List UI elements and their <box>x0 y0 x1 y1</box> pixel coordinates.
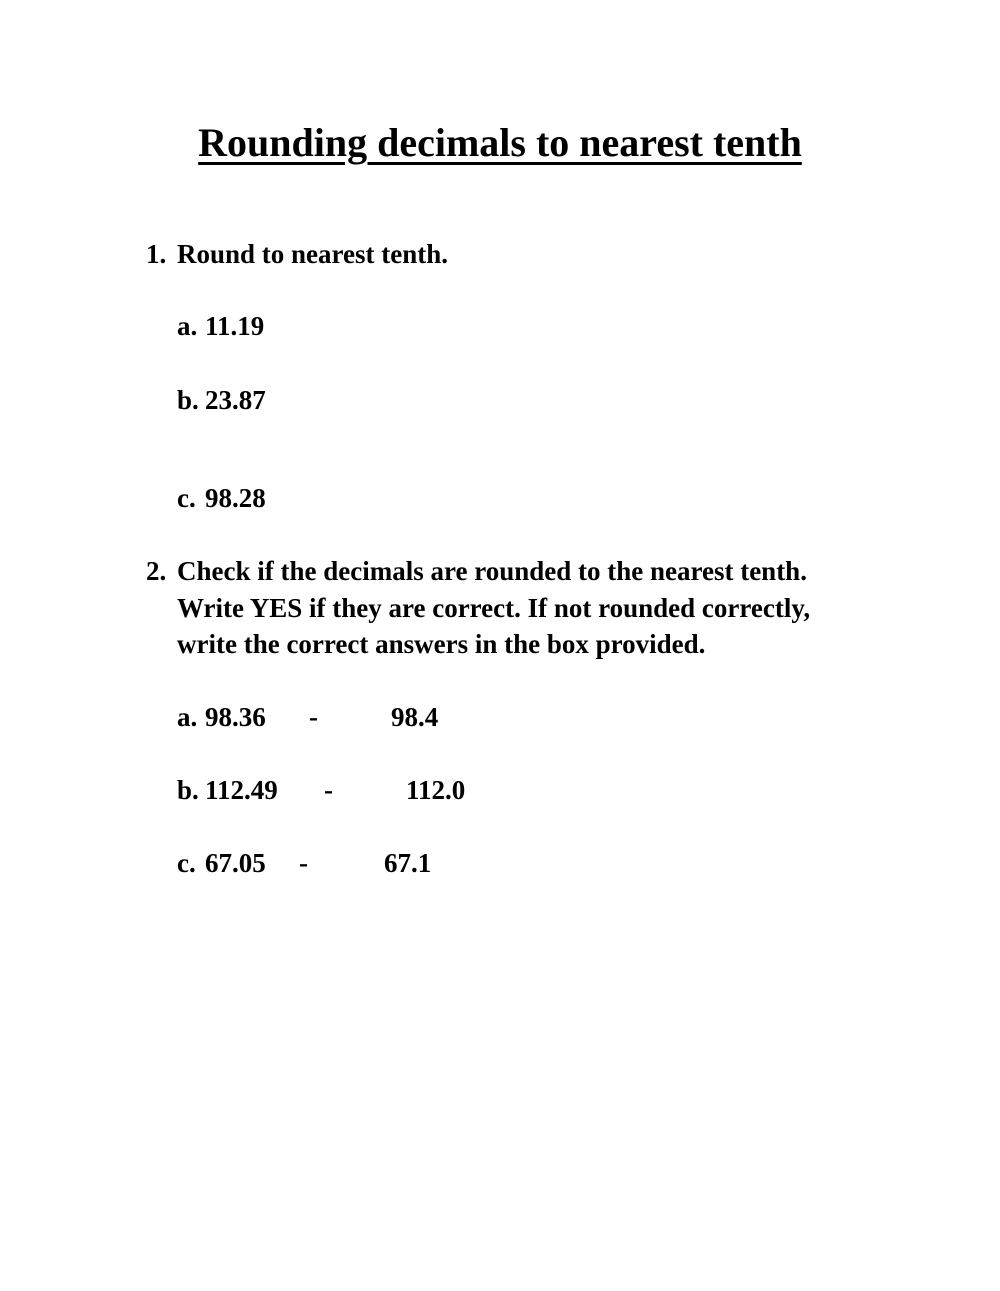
item-value: 98.36 <box>205 702 266 732</box>
item-dash: - <box>309 702 318 732</box>
question-2-text-line-1: Check if the decimals are rounded to the nearest tenth. <box>177 556 807 586</box>
item-label: c. <box>177 483 196 513</box>
item-dash: - <box>324 775 333 805</box>
question-1-number: 1. <box>146 239 167 269</box>
item-value: 23.87 <box>205 385 266 415</box>
item-rounded-value: 67.1 <box>384 848 432 878</box>
question-2-text-line-2: Write YES if they are correct. If not rounded correctly, <box>177 593 811 623</box>
item-label: a. <box>177 702 198 732</box>
item-label: a. <box>177 311 198 341</box>
item-value: 112.49 <box>205 775 278 805</box>
item-label: b. <box>177 775 199 805</box>
worksheet-title: Rounding decimals to nearest tenth <box>198 120 802 165</box>
item-label: c. <box>177 848 196 878</box>
question-1-item-c <box>177 480 266 516</box>
item-value: 98.28 <box>205 483 266 513</box>
question-2-text-line-3: write the correct answers in the box provided. <box>177 629 706 659</box>
item-dash: - <box>299 848 308 878</box>
question-2-number: 2. <box>146 556 167 586</box>
item-value: 67.05 <box>205 848 266 878</box>
question-1-item-b <box>177 382 266 418</box>
item-rounded-value: 112.0 <box>406 775 466 805</box>
item-rounded-value: 98.4 <box>391 702 439 732</box>
item-label: b. <box>177 385 199 415</box>
question-1-text: Round to nearest tenth. <box>177 239 449 269</box>
item-value: 11.19 <box>205 311 265 341</box>
question-1-item-a <box>177 308 264 344</box>
